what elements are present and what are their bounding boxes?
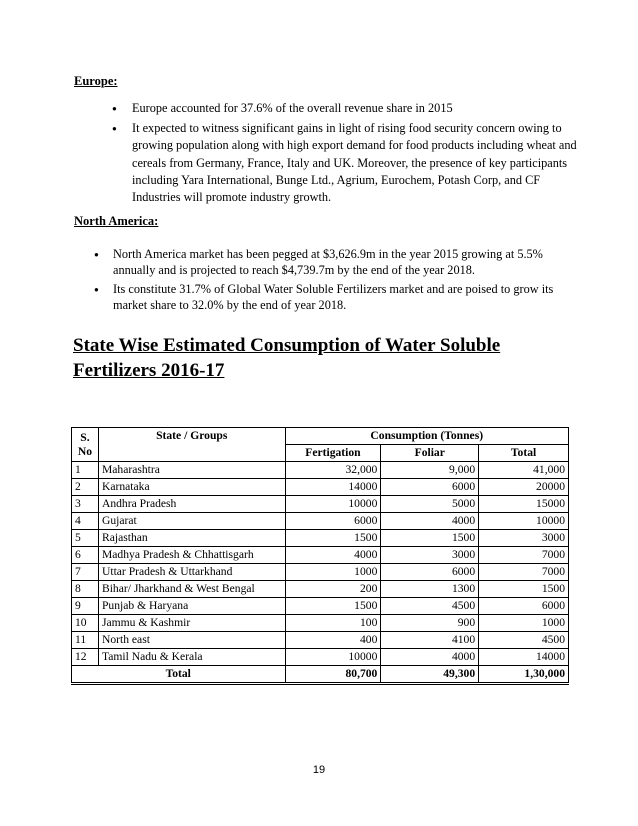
cell-sno: 1 [72, 462, 99, 479]
cell-fertigation: 400 [285, 632, 381, 649]
list-item: ● Its constitute 31.7% of Global Water Soluble Fertilizers market and are poised to grow its market share to 32.0% by the end of year 2018. [90, 282, 572, 313]
table-row [72, 632, 569, 649]
cell-foliar: 900 [381, 615, 479, 632]
list-item: ● It expected to witness significant gains in light of rising food security concern owing to growing population along with high export demand for food products including wheat and cereals from Germany, France, Italy and UK. Moreover, the presence of key participants including Yara International, Bunge Ltd., Agrium, Eurochem, Potash Corp, and CF Industries will promote industry growth. [108, 120, 578, 206]
consumption-table [71, 427, 569, 685]
table-header-row [72, 428, 569, 445]
cell-sno: 2 [72, 479, 99, 496]
north-america-heading: North America: [74, 214, 159, 228]
table-row [72, 462, 569, 479]
page-number: 19 [312, 764, 326, 776]
cell-fertigation: 100 [285, 615, 381, 632]
cell-total: 6000 [479, 598, 569, 615]
europe-heading: Europe: [74, 74, 118, 88]
header-state: State / Groups [98, 428, 285, 462]
cell-sno: 5 [72, 530, 99, 547]
table-row [72, 496, 569, 513]
cell-state: Uttar Pradesh & Uttarkhand [98, 564, 285, 581]
cell-state: Jammu & Kashmir [98, 615, 285, 632]
table-row [72, 547, 569, 564]
cell-foliar: 4000 [381, 513, 479, 530]
cell-state: North east [98, 632, 285, 649]
cell-foliar: 4100 [381, 632, 479, 649]
cell-foliar: 9,000 [381, 462, 479, 479]
table-row [72, 598, 569, 615]
cell-foliar: 1300 [381, 581, 479, 598]
list-item: ● North America market has been pegged at $3,626.9m in the year 2015 growing at 5.5% annually and is projected to reach $4,739.7m by the end of the year 2018. [90, 247, 572, 278]
table-total-row [72, 666, 569, 684]
europe-bullet-list [108, 100, 578, 209]
cell-state: Andhra Pradesh [98, 496, 285, 513]
cell-total: 14000 [479, 649, 569, 666]
cell-fertigation: 1500 [285, 530, 381, 547]
cell-sno: 12 [72, 649, 99, 666]
cell-total: 7000 [479, 547, 569, 564]
cell-state: Madhya Pradesh & Chhattisgarh [98, 547, 285, 564]
table-row [72, 615, 569, 632]
header-sno: S. No [72, 428, 99, 462]
table-row [72, 564, 569, 581]
cell-sno: 6 [72, 547, 99, 564]
cell-state: Gujarat [98, 513, 285, 530]
table-row [72, 581, 569, 598]
cell-foliar: 4000 [381, 649, 479, 666]
cell-foliar: 4500 [381, 598, 479, 615]
header-foliar: Foliar [381, 445, 479, 462]
cell-foliar: 1500 [381, 530, 479, 547]
cell-state: Karnataka [98, 479, 285, 496]
section-title: State Wise Estimated Consumption of Water Soluble Fertilizers 2016-17 [73, 335, 501, 381]
cell-total: 20000 [479, 479, 569, 496]
cell-fertigation: 32,000 [285, 462, 381, 479]
cell-sno: 7 [72, 564, 99, 581]
cell-fertigation: 10000 [285, 496, 381, 513]
cell-total: 4500 [479, 632, 569, 649]
cell-foliar: 6000 [381, 564, 479, 581]
cell-total: 7000 [479, 564, 569, 581]
table-row [72, 530, 569, 547]
cell-sno: 8 [72, 581, 99, 598]
cell-sno: 3 [72, 496, 99, 513]
cell-state: Bihar/ Jharkhand & West Bengal [98, 581, 285, 598]
cell-total: 10000 [479, 513, 569, 530]
cell-state: Rajasthan [98, 530, 285, 547]
header-consumption: Consumption (Tonnes) [285, 428, 569, 445]
cell-fertigation: 1500 [285, 598, 381, 615]
cell-state: Maharashtra [98, 462, 285, 479]
cell-fertigation: 200 [285, 581, 381, 598]
cell-state: Punjab & Haryana [98, 598, 285, 615]
cell-total: 41,000 [479, 462, 569, 479]
cell-total: 1000 [479, 615, 569, 632]
cell-fertigation: 6000 [285, 513, 381, 530]
cell-foliar: 5000 [381, 496, 479, 513]
cell-total-label: Total [72, 666, 286, 684]
cell-foliar: 3000 [381, 547, 479, 564]
table-row [72, 513, 569, 530]
cell-total: 3000 [479, 530, 569, 547]
cell-sno: 9 [72, 598, 99, 615]
cell-sno: 11 [72, 632, 99, 649]
cell-total-foliar: 49,300 [381, 666, 479, 684]
cell-fertigation: 1000 [285, 564, 381, 581]
cell-sno: 10 [72, 615, 99, 632]
list-item: ● Europe accounted for 37.6% of the overall revenue share in 2015 [108, 100, 578, 117]
cell-fertigation: 10000 [285, 649, 381, 666]
table-row [72, 479, 569, 496]
header-fertigation: Fertigation [285, 445, 381, 462]
cell-fertigation: 4000 [285, 547, 381, 564]
cell-fertigation: 14000 [285, 479, 381, 496]
cell-state: Tamil Nadu & Kerala [98, 649, 285, 666]
table-row [72, 649, 569, 666]
cell-total: 1500 [479, 581, 569, 598]
header-total: Total [479, 445, 569, 462]
north-america-bullet-list [90, 247, 572, 317]
cell-sno: 4 [72, 513, 99, 530]
cell-total-total: 1,30,000 [479, 666, 569, 684]
cell-total-fertigation: 80,700 [285, 666, 381, 684]
cell-total: 15000 [479, 496, 569, 513]
cell-foliar: 6000 [381, 479, 479, 496]
